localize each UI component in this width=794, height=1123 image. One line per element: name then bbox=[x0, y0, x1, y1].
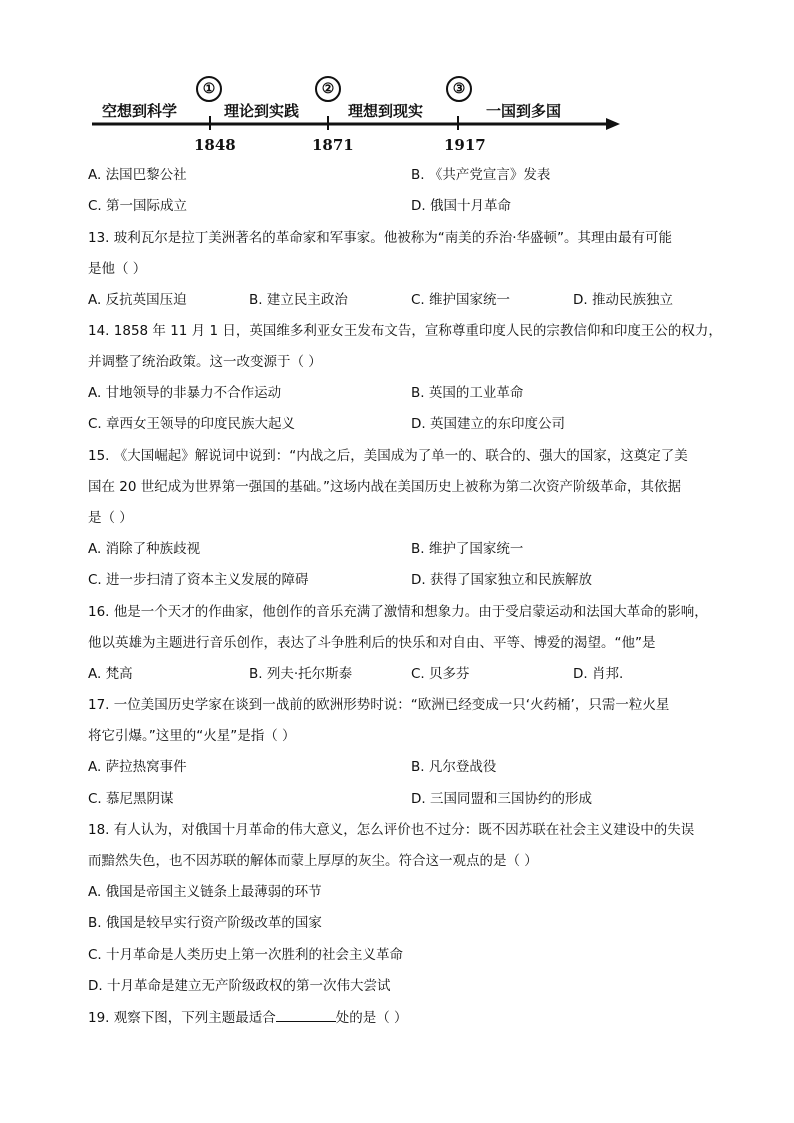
q19-stem bbox=[88, 1007, 408, 1028]
q12-option-b: B. 《共产党宣言》发表 bbox=[411, 167, 551, 183]
q13-option-c: C. 维护国家统一 bbox=[411, 292, 511, 308]
q13-stem-line1: 13. 玻利瓦尔是拉丁美洲著名的革命家和军事家。他被称为“南美的乔治·华盛顿”。其理由最有可能 bbox=[88, 230, 673, 246]
q14-option-b: B. 英国的工业革命 bbox=[411, 385, 524, 401]
q17-stem-line2: 将它引爆。”这里的“火星”是指（ ） bbox=[88, 728, 296, 744]
q16-option-a: A. 梵高 bbox=[88, 666, 133, 682]
q18-option-d: D. 十月革命是建立无产阶级政权的第一次伟大尝试 bbox=[88, 978, 391, 994]
q16-stem-line2: 他以英雄为主题进行音乐创作，表达了斗争胜利后的快乐和对自由、平等、博爱的渴望。“他”是 bbox=[88, 635, 656, 651]
q15-option-c: C. 进一步扫清了资本主义发展的障碍 bbox=[88, 572, 309, 588]
q14-stem-line1: 14. 1858 年 11 月 1 日，英国维多利亚女王发布文告，宣称尊重印度人民的宗教信仰和印度王公的权力， bbox=[88, 323, 722, 339]
q15-stem-line2: 国在 20 世纪成为世界第一强国的基础。”这场内战在美国历史上被称为第二次资产阶级革命，其依据 bbox=[88, 479, 682, 495]
q18-option-b: B. 俄国是较早实行资产阶级改革的国家 bbox=[88, 915, 322, 931]
q18-stem-line1: 18. 有人认为，对俄国十月革命的伟大意义，怎么评价也不过分：既不因苏联在社会主义建设中的失误 bbox=[88, 822, 695, 838]
q12-option-a: A. 法国巴黎公社 bbox=[88, 167, 187, 183]
timeline-figure bbox=[88, 74, 628, 164]
q16-option-c: C. 贝多芬 bbox=[411, 666, 470, 682]
q13-option-b: B. 建立民主政治 bbox=[249, 292, 348, 308]
q14-option-d: D. 英国建立的东印度公司 bbox=[411, 416, 565, 432]
q17-option-d: D. 三国同盟和三国协约的形成 bbox=[411, 791, 592, 807]
q17-stem-line1: 17. 一位美国历史学家在谈到一战前的欧洲形势时说：“欧洲已经变成一只‘火药桶’，只需一粒火星 bbox=[88, 697, 670, 713]
q19-stem-after: 处的是（ ） bbox=[335, 1010, 408, 1026]
timeline-segment-2: 理论到实践 bbox=[224, 102, 300, 120]
q16-option-b: B. 列夫·托尔斯泰 bbox=[249, 666, 353, 682]
q15-option-b: B. 维护了国家统一 bbox=[411, 541, 524, 557]
q19-stem-before: 19. 观察下图，下列主题最适合 bbox=[88, 1010, 276, 1026]
q13-option-a: A. 反抗英国压迫 bbox=[88, 292, 187, 308]
timeline-marker-3: ③ bbox=[446, 76, 472, 102]
q18-option-a: A. 俄国是帝国主义链条上最薄弱的环节 bbox=[88, 884, 322, 900]
q16-stem-line1: 16. 他是一个天才的作曲家，他创作的音乐充满了激情和想象力。由于受启蒙运动和法国大革命的影响， bbox=[88, 604, 708, 620]
q15-stem-line3: 是（ ） bbox=[88, 510, 133, 526]
q19-blank bbox=[276, 1007, 336, 1022]
timeline-marker-1: ① bbox=[196, 76, 222, 102]
q15-option-d: D. 获得了国家独立和民族解放 bbox=[411, 572, 592, 588]
q13-stem-line2: 是他（ ） bbox=[88, 261, 147, 277]
q18-stem-line2: 而黯然失色，也不因苏联的解体而蒙上厚厚的灰尘。符合这一观点的是（ ） bbox=[88, 853, 538, 869]
q12-option-d: D. 俄国十月革命 bbox=[411, 198, 511, 214]
q15-option-a: A. 消除了种族歧视 bbox=[88, 541, 201, 557]
q17-option-c: C. 慕尼黑阴谋 bbox=[88, 791, 174, 807]
q14-option-a: A. 甘地领导的非暴力不合作运动 bbox=[88, 385, 282, 401]
timeline-segment-1: 空想到科学 bbox=[102, 102, 178, 120]
timeline-year-1871: 1871 bbox=[312, 136, 354, 154]
q15-stem-line1: 15. 《大国崛起》解说词中说到：“内战之后，美国成为了单一的、联合的、强大的国家，这奠定了美 bbox=[88, 448, 688, 464]
q13-option-d: D. 推动民族独立 bbox=[573, 292, 673, 308]
timeline-segment-4: 一国到多国 bbox=[486, 102, 562, 120]
q12-option-c: C. 第一国际成立 bbox=[88, 198, 188, 214]
timeline-year-1917: 1917 bbox=[444, 136, 486, 154]
q14-option-c: C. 章西女王领导的印度民族大起义 bbox=[88, 416, 296, 432]
timeline-marker-2: ② bbox=[315, 76, 341, 102]
q17-option-a: A. 萨拉热窝事件 bbox=[88, 759, 187, 775]
timeline-year-1848: 1848 bbox=[194, 136, 236, 154]
q16-option-d: D. 肖邦. bbox=[573, 666, 624, 682]
q14-stem-line2: 并调整了统治政策。这一改变源于（ ） bbox=[88, 354, 322, 370]
q17-option-b: B. 凡尔登战役 bbox=[411, 759, 497, 775]
q18-option-c: C. 十月革命是人类历史上第一次胜利的社会主义革命 bbox=[88, 947, 404, 963]
timeline-segment-3: 理想到现实 bbox=[348, 102, 424, 120]
